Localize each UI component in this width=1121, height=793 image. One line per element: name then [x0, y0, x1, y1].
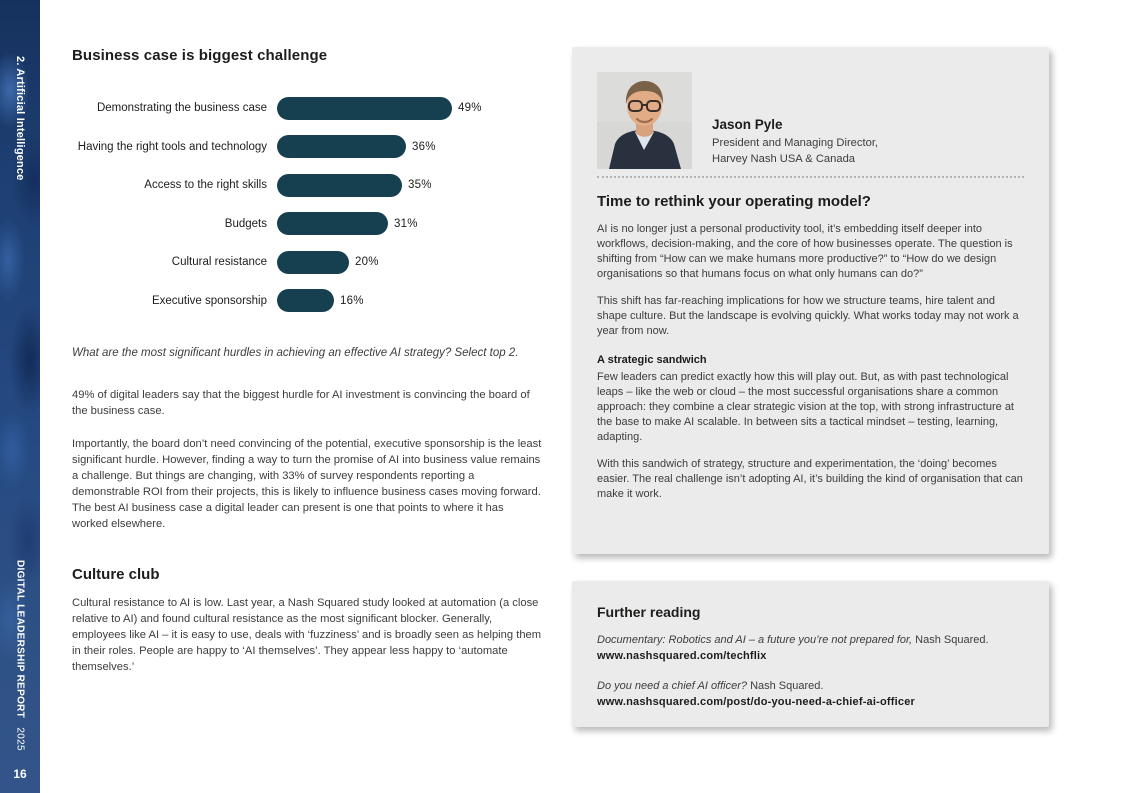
dotted-divider: [597, 176, 1024, 178]
article-heading: Time to rethink your operating model?: [597, 193, 871, 210]
chart-value-label: 20%: [355, 256, 379, 269]
chart-category-label: Having the right tools and technology: [77, 140, 267, 153]
left-column: [72, 47, 542, 675]
chart-title: Business case is biggest challenge: [72, 47, 328, 64]
profile-role: [712, 135, 878, 167]
chart-value-label: 35%: [408, 179, 432, 192]
chart-value-label: 36%: [412, 140, 436, 153]
chart-bar: [277, 289, 334, 312]
chart-bar: [277, 174, 402, 197]
further-reading-item: [597, 633, 1024, 662]
chart-bar: [277, 135, 406, 158]
reading-item-link[interactable]: www.nashsquared.com/post/do-you-need-a-chief-ai-officer: [597, 696, 916, 708]
page-number: 16: [13, 767, 27, 781]
chart-value-label: 31%: [394, 217, 418, 230]
article-paragraph: Few leaders can predict exactly how this will play out. But, as with past technological leaps – like the web or cloud – the most successful organisations share a common approach: they combine a clear strategic vision at the top, with strong infrastructure at the base to make AI scalable. In between sits a tactical mindset – testing, learning, adapting.: [597, 371, 1014, 443]
chart-category-label: Executive sponsorship: [151, 294, 267, 307]
reading-item-link[interactable]: www.nashsquared.com/techflix: [597, 650, 767, 662]
portrait-photo-illustration: [597, 72, 692, 169]
chart-category-label: Budgets: [224, 217, 267, 230]
chart-row: [72, 243, 542, 282]
further-reading-heading: Further reading: [597, 604, 701, 620]
chart-bar: [277, 251, 349, 274]
profile-role-line2: Harvey Nash USA & Canada: [712, 153, 856, 165]
article-paragraph: With this sandwich of strategy, structure and experimentation, the ‘doing’ becomes easier. The real challenge isn’t adopting AI, it’s building the kind of organisation that can make it work.: [597, 458, 1023, 500]
further-reading-item: [597, 679, 1024, 708]
article-paragraph: AI is no longer just a personal productivity tool, it’s embedding itself deeper into workflows, decision-making, and the core of how businesses operate. The question is shifting from “How can we make humans more productive?” to “How do we design organisations so that humans focus on what only humans can do?”: [597, 223, 1013, 280]
chart-row: [72, 128, 542, 167]
profile-identity: [712, 117, 878, 169]
body-paragraph: Importantly, the board don’t need convincing of the potential, executive sponsorship is the least significant hurdle. However, finding a way to turn the promise of AI into business value remains a challenge. But things are changing, with 33% of survey respondents reporting a demonstrable ROI from their projects, this is likely to influence business cases moving forward. The best AI business case a digital leader can present is one that points to where it has worked elsewhere.: [72, 438, 542, 530]
culture-club-paragraph: Cultural resistance to AI is low. Last year, a Nash Squared study looked at automation (a close relative to AI) and found cultural resistance as the most significant blocker. Generally, employees like AI – it is easy to use, deals with ‘fuzziness’ and is broadly seen as helping them in their roles. People are happy to ‘AI themselves’. They appear less happy to ‘automate themselves.’: [72, 597, 542, 673]
report-title-spacer: [15, 721, 26, 724]
chart-caption: What are the most significant hurdles in achieving an effective AI strategy? Select top 2.: [72, 347, 519, 359]
chart-category-label: Access to the right skills: [144, 179, 267, 192]
chart-row: [72, 205, 542, 244]
chart-value-label: 16%: [340, 294, 364, 307]
reading-item-title: [597, 633, 1024, 648]
bar-chart: [72, 89, 542, 320]
portrait-photo: [597, 72, 692, 169]
sidebar-report-title: [15, 560, 26, 751]
chart-category-label: Demonstrating the business case: [96, 102, 267, 115]
reading-item-title: [597, 679, 1024, 694]
report-title-text: DIGITAL LEADERSHIP REPORT: [14, 560, 26, 719]
further-reading-card: [572, 581, 1049, 727]
sidebar: [0, 0, 40, 793]
chart-bar: [277, 212, 388, 235]
reading-item-title-italic: Documentary: Robotics and AI – a future you’re not prepared for,: [597, 634, 913, 646]
chart-value-label: 49%: [458, 102, 482, 115]
profile-header: [597, 72, 1024, 169]
body-paragraph: 49% of digital leaders say that the biggest hurdle for AI investment is convincing the board of the business case.: [72, 389, 530, 417]
chart-row: [72, 282, 542, 321]
sidebar-section-label: 2. Artificial Intelligence: [14, 56, 26, 181]
profile-role-line1: President and Managing Director,: [712, 137, 879, 149]
reading-item-source: Nash Squared.: [912, 634, 989, 646]
article-subheading: A strategic sandwich: [597, 354, 707, 366]
chart-row: [72, 166, 542, 205]
chart-bar: [277, 97, 452, 120]
reading-item-title-italic: Do you need a chief AI officer?: [597, 680, 748, 692]
article-paragraph: This shift has far-reaching implications for how we structure teams, hire talent and shape culture. But the landscape is evolving quickly. What works today may not work a year from now.: [597, 295, 1019, 337]
chart-category-label: Cultural resistance: [171, 256, 267, 269]
profile-article-card: [572, 47, 1049, 554]
report-year-text: 2025: [14, 727, 26, 751]
profile-name: Jason Pyle: [712, 117, 783, 132]
chart-row: [72, 89, 542, 128]
reading-item-source: Nash Squared.: [747, 680, 824, 692]
culture-club-heading: Culture club: [72, 566, 160, 583]
